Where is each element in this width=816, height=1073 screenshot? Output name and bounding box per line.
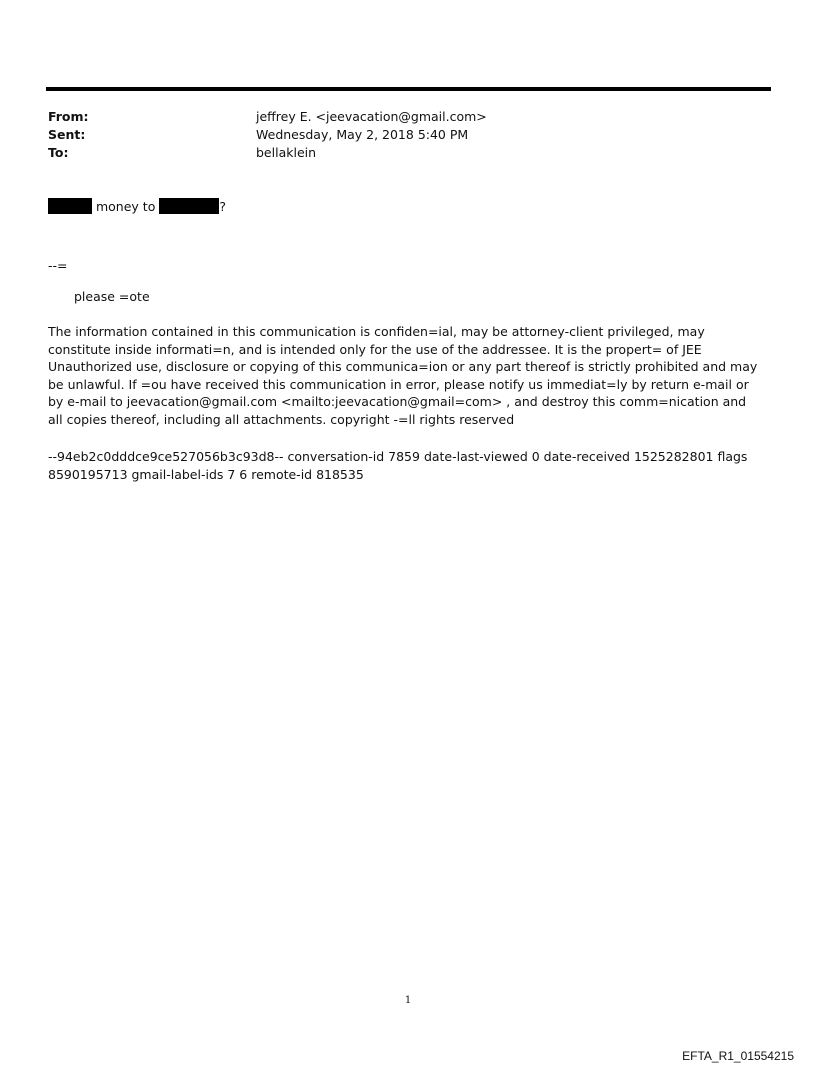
redaction-box	[159, 198, 219, 214]
sent-value: Wednesday, May 2, 2018 5:40 PM	[256, 127, 469, 142]
note-text: please =ote	[74, 289, 150, 304]
to-value: bellaklein	[256, 145, 317, 160]
metadata-paragraph: --94eb2c0dddce9ce527056b3c93d8-- conversation-id 7859 date-last-viewed 0 date-received 1525282801 flags 8590195713 gmail-label-ids 7 6 remote-id 818535	[48, 449, 748, 482]
body-line-text: money to	[95, 199, 156, 214]
page-number: 1	[404, 995, 412, 1006]
sent-label: Sent:	[48, 127, 86, 142]
to-row	[48, 144, 748, 162]
redaction-box	[48, 198, 92, 214]
from-row	[48, 108, 748, 126]
bates-number: EFTA_R1_01554215	[682, 1049, 794, 1063]
body-first-line	[48, 198, 226, 215]
body-line-end: ?	[219, 199, 226, 214]
separator-text: --=	[48, 258, 68, 273]
sent-row	[48, 126, 748, 144]
from-value: jeffrey E. <jeevacation@gmail.com>	[256, 109, 487, 124]
from-label: From:	[48, 109, 89, 124]
disclaimer-paragraph: The information contained in this communication is confiden=ial, may be attorney-client privileged, may constitute inside informati=n, and is intended only for the use of the addressee. It is the propert= of JEE Unauthorized use, disclosure or copying of this communica=ion or any part thereof is strictly prohibited and may be unlawful. If =ou have received this communication in error, please notify us immediat=ly by return e-mail or by e-mail to jeevacation@gmail.com <mailto:jeevacation@gmail=com> , and destroy this comm=nication and all copies thereof, including all attachments. copyright -=ll rights reserved	[48, 324, 758, 427]
to-label: To:	[48, 145, 69, 160]
header-rule	[46, 87, 771, 91]
